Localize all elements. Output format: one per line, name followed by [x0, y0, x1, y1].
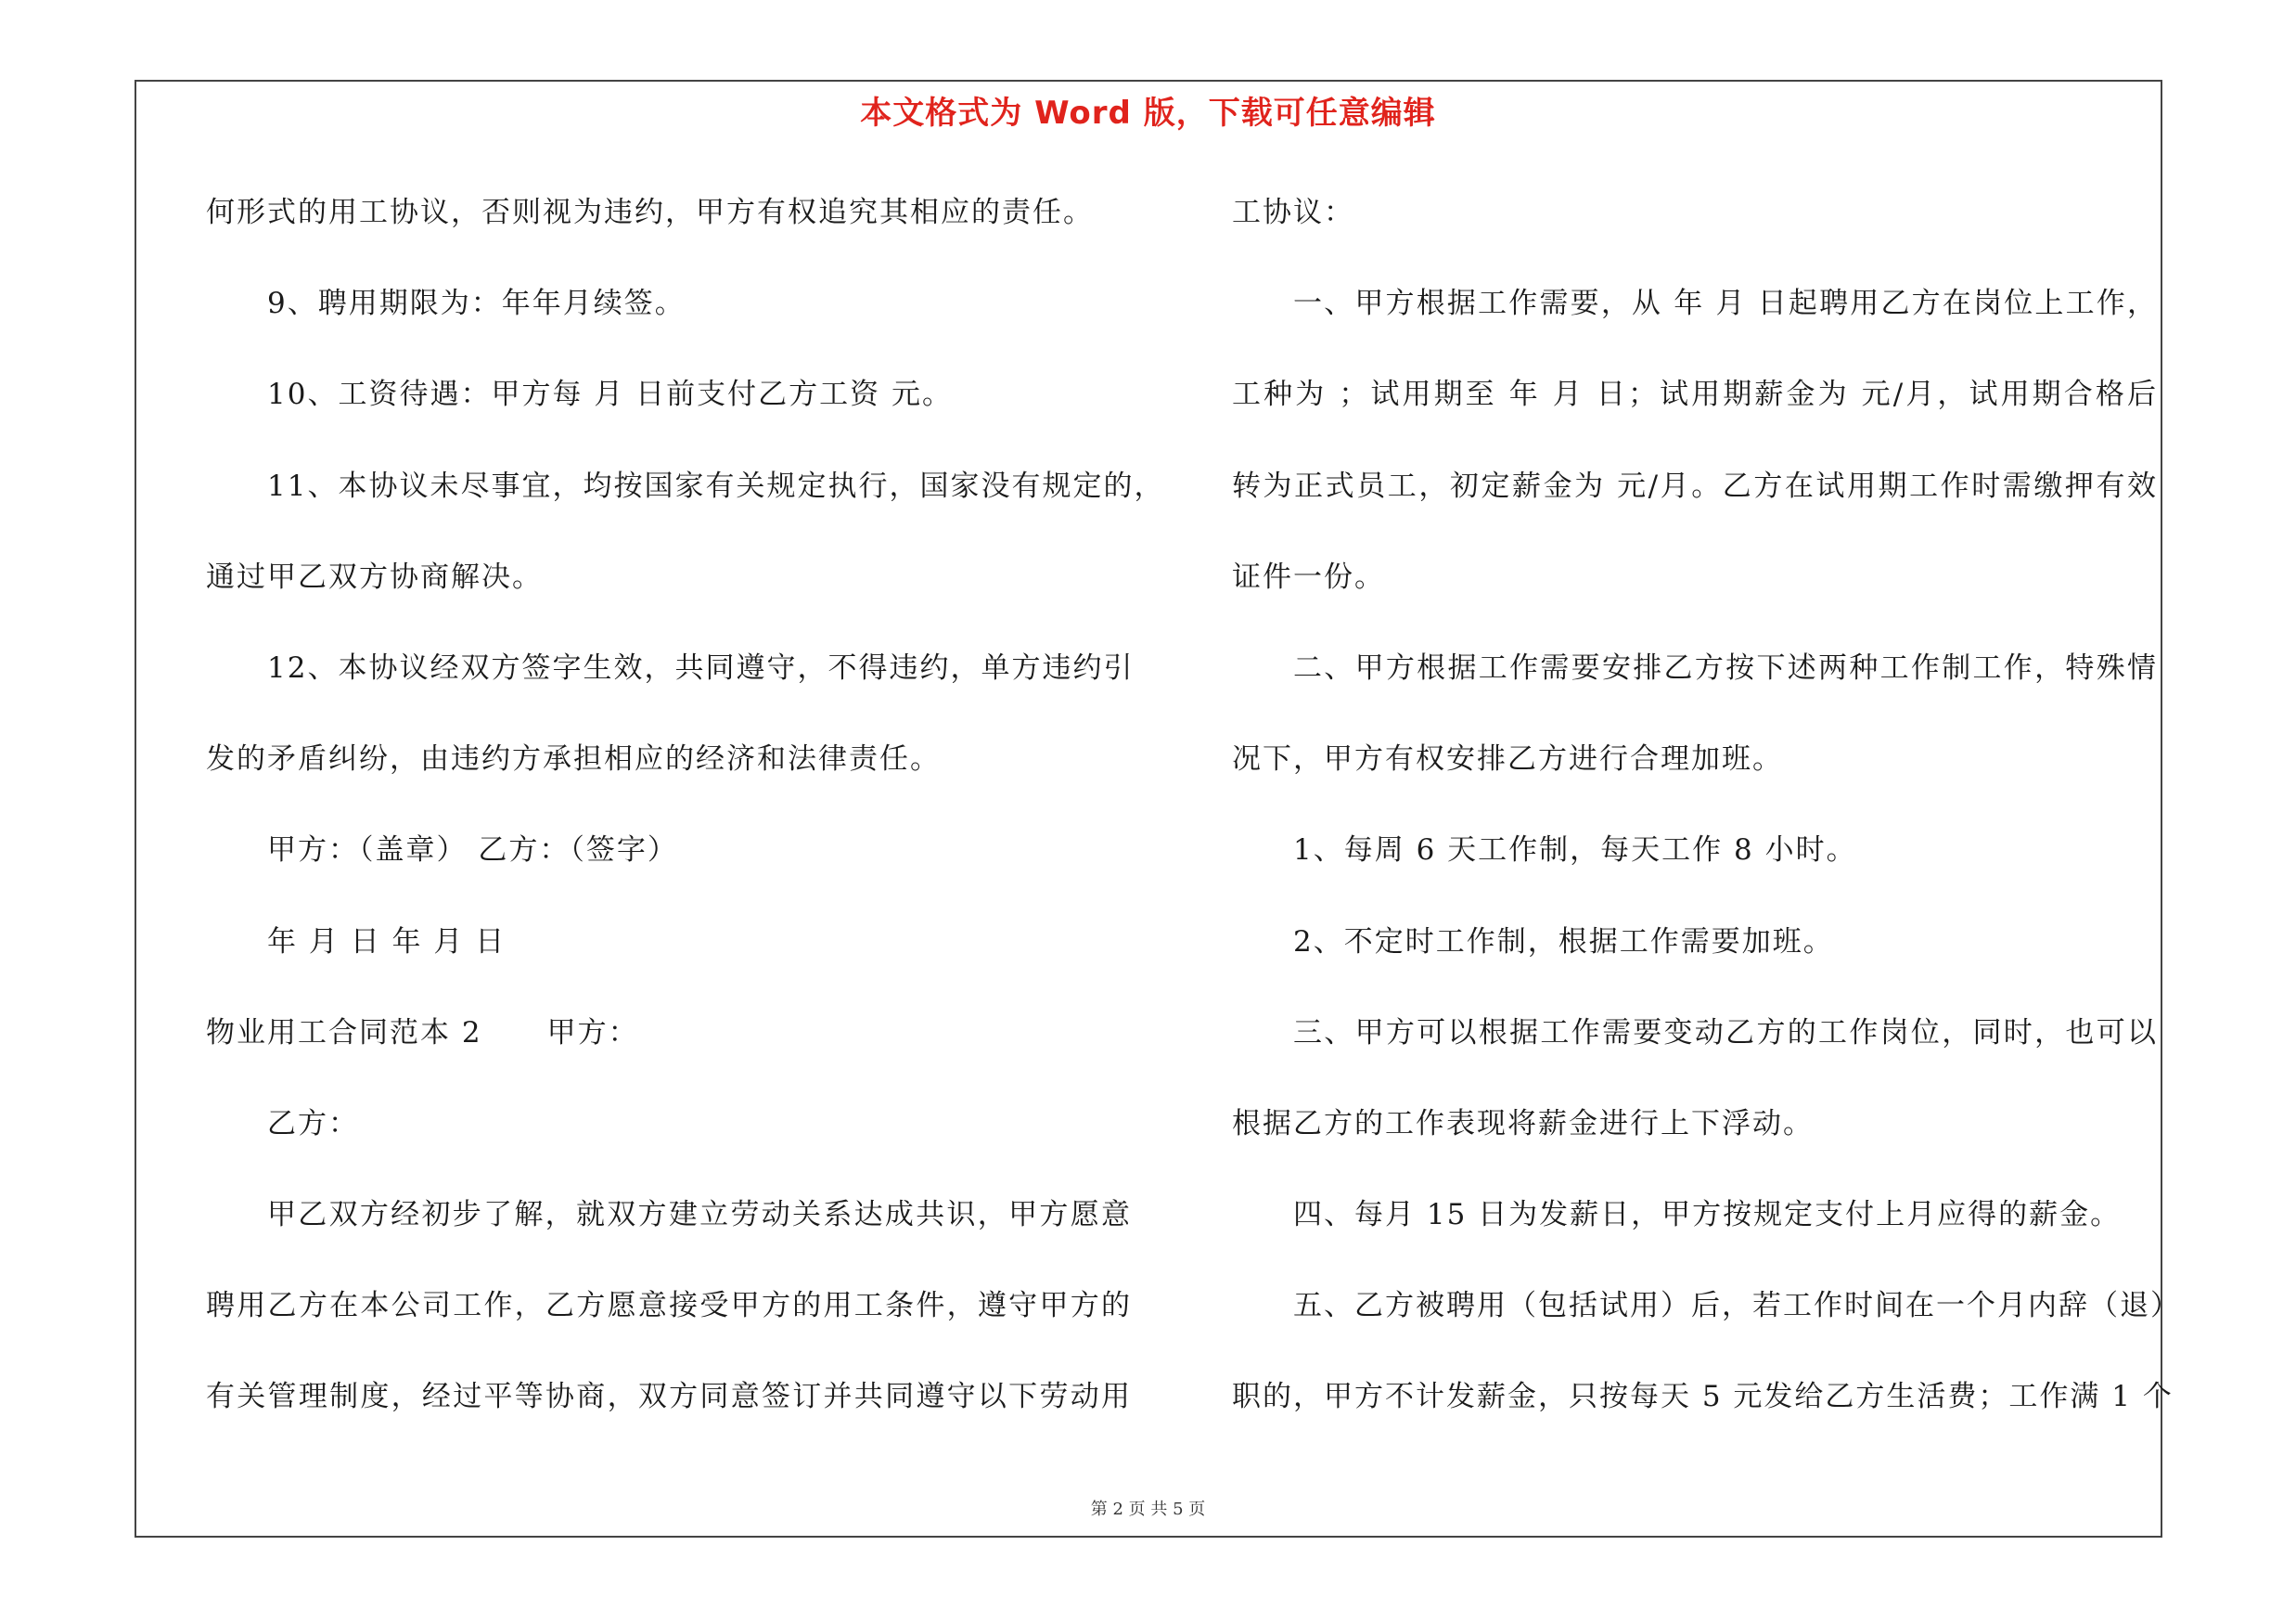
paragraph-line: 转为正式员工，初定薪金为 元/月。乙方在试用期工作时需缴押有效 — [1232, 469, 2158, 503]
paragraph-line: 2、不定时工作制，根据工作需要加班。 — [1293, 924, 1834, 959]
paragraph-line: 职的，甲方不计发薪金，只按每天 5 元发给乙方生活费；工作满 1 个 — [1232, 1380, 2174, 1414]
date-line: 年 月 日 年 月 日 — [267, 924, 507, 959]
paragraph-line: 四、每月 15 日为发薪日，甲方按规定支付上月应得的薪金。 — [1293, 1198, 2122, 1232]
signature-line: 甲方：（盖章） 乙方：（签字） — [267, 833, 678, 868]
paragraph-line: 12、本协议经双方签字生效，共同遵守，不得违约，单方违约引 — [267, 650, 1135, 685]
paragraph-line: 甲乙双方经初步了解，就双方建立劳动关系达成共识，甲方愿意 — [267, 1198, 1132, 1232]
paragraph-line: 况下，甲方有权安排乙方进行合理加班。 — [1232, 742, 1783, 777]
paragraph-line: 三、甲方可以根据工作需要变动乙方的工作岗位，同时，也可以 — [1293, 1015, 2158, 1050]
paragraph-line: 11、本协议未尽事宜，均按国家有关规定执行，国家没有规定的， — [267, 469, 1165, 503]
paragraph-line: 通过甲乙双方协商解决。 — [206, 560, 543, 594]
paragraph-line: 一、甲方根据工作需要，从 年 月 日起聘用乙方在岗位上工作， — [1293, 287, 2158, 321]
paragraph-line: 何形式的用工协议，否则视为违约，甲方有权追究其相应的责任。 — [206, 196, 1094, 229]
paragraph-line: 1、每周 6 天工作制，每天工作 8 小时。 — [1293, 833, 1857, 868]
paragraph-line: 工种为 ；试用期至 年 月 日；试用期薪金为 元/月，试用期合格后 — [1232, 378, 2158, 412]
left-column — [206, 182, 1165, 1458]
party-a-label: 甲方： — [546, 1015, 639, 1050]
format-banner: 本文格式为 Word 版，下载可任意编辑 — [860, 95, 1436, 132]
party-b-label: 乙方： — [267, 1106, 359, 1140]
page-number: 第 2 页 共 5 页 — [1090, 1500, 1206, 1519]
paragraph-line: 证件一份。 — [1232, 560, 1385, 594]
paragraph-line: 聘用乙方在本公司工作，乙方愿意接受甲方的用工条件，遵守甲方的 — [206, 1289, 1132, 1323]
contract-title-line — [206, 1002, 1132, 1093]
paragraph-line: 9、聘用期限为：年年月续签。 — [267, 287, 686, 321]
paragraph-line: 二、甲方根据工作需要安排乙方按下述两种工作制工作，特殊情 — [1293, 650, 2158, 685]
contract-title: 物业用工合同范本 2 — [206, 1015, 482, 1050]
paragraph-line: 有关管理制度，经过平等协商，双方同意签订并共同遵守以下劳动用 — [206, 1380, 1132, 1414]
paragraph-line: 五、乙方被聘用（包括试用）后，若工作时间在一个月内辞（退） — [1293, 1289, 2181, 1323]
paragraph-line: 发的矛盾纠纷，由违约方承担相应的经济和法律责任。 — [206, 742, 941, 777]
paragraph-line: 工协议： — [1232, 196, 1354, 229]
right-column — [1232, 182, 2181, 1458]
paragraph-line: 10、工资待遇：甲方每 月 日前支付乙方工资 元。 — [267, 378, 954, 412]
paragraph-line: 根据乙方的工作表现将薪金进行上下浮动。 — [1232, 1106, 1814, 1140]
